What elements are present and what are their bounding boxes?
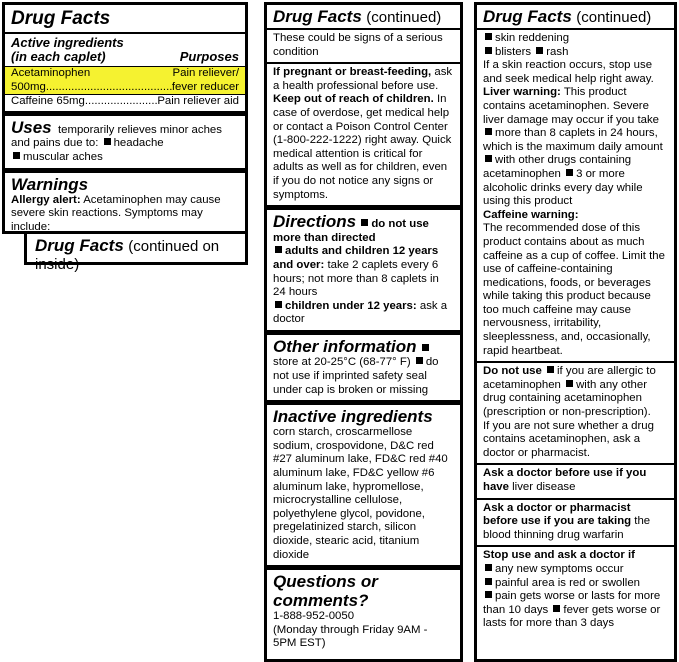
bullet-icon [485, 155, 492, 162]
signs-section: These could be signs of a serious condition [267, 30, 460, 64]
bullet-icon [553, 605, 560, 612]
bullet-icon [361, 219, 368, 226]
ingredient-row: 500mg ..... fever reducer [5, 81, 245, 95]
bullet-icon [485, 564, 492, 571]
inactive-ingredients-section: Inactive ingredients corn starch, croscarmellose sodium, crospovidone, D&C red #27 aluminum lake, FD&C red #40 aluminum lake, FD&C yellow #6 aluminum lake, hypromellose, microcrystalline cellulose, polyethylene glycol, povidone, pregelatinized starch, silicon dioxide, stearic acid, titanium dioxide [267, 405, 460, 570]
bullet-icon [485, 33, 492, 40]
phone-hours: (Monday through Friday 9AM - 5PM EST) [273, 623, 428, 650]
drug-facts-panel-middle [264, 2, 463, 662]
panel-title: Drug Facts [483, 7, 572, 26]
panel-title-section: Drug Facts (continued) [477, 5, 674, 30]
warnings-title: Warnings [11, 174, 89, 194]
warnings-section: Warnings Allergy alert: Acetaminophen may cause severe skin reactions. Symptoms may include: [5, 173, 245, 238]
ingredient-row: Acetaminophen Pain reliever/ [5, 67, 245, 81]
panel-title-section: Drug Facts (continued) [267, 5, 460, 30]
bullet-icon [275, 301, 282, 308]
do-not-use-section: Do not use if you are allergic to acetaminophen with any other drug containing acetaminophen (prescription or non-prescription). If you are not sure whether a drug contains acetaminophen, ask a doctor or pharmacist. [477, 361, 674, 465]
purposes-heading: Purposes [179, 49, 239, 64]
directions-section: Directions do not use more than directed adults and children 12 years and over: take 2 caplets every 6 hours; not more than 8 caplets in 24 hours children under 12 years: ask a doctor [267, 210, 460, 335]
bullet-icon [566, 380, 573, 387]
continued-on-inside-box [24, 234, 248, 273]
ask-pharmacist-section: Ask a doctor or pharmacist before use if you are taking the blood thinning drug warfarin [477, 500, 674, 548]
stop-use-section: Stop use and ask a doctor if any new symptoms occur painful area is red or swollen pain gets worse or lasts for more than 10 days fever gets worse or lasts for more than 3 days [483, 549, 661, 630]
active-ingredients-subheading: (in each caplet) [11, 49, 106, 64]
bullet-icon [566, 169, 573, 176]
bullet-icon [422, 344, 429, 351]
active-ingredients-heading: Active ingredients [11, 35, 124, 50]
phone-number: 1-888-952-0050 [273, 610, 355, 623]
bullet-icon [485, 47, 492, 54]
bullet-icon [13, 152, 20, 159]
questions-section [267, 570, 460, 654]
directions-title: Directions [273, 212, 357, 232]
panel-title: Drug Facts [273, 7, 362, 26]
pregnancy-section: If pregnant or breast-feeding, ask a health professional before use. Keep out of reach of children. In case of overdose, get medical help or contact a Poison Control Center (1-800-222-1222) right away. Quick medical attention is critical for adults as well as for children, even if you do not notice any signs or symptoms. [267, 64, 460, 210]
uses-title: Uses [11, 117, 52, 137]
other-information-title: Other information [273, 336, 417, 356]
bullet-icon [485, 128, 492, 135]
ask-doctor-section: Ask a doctor before use if you have liver disease [477, 465, 674, 499]
continued-title: Drug Facts [35, 236, 124, 255]
bullet-icon [547, 366, 554, 373]
bullet-icon [485, 578, 492, 585]
bullet-icon [104, 138, 111, 145]
drug-facts-panel-right [474, 2, 677, 662]
uses-section: Uses temporarily relieves minor aches and pains due to: headache muscular aches [5, 116, 245, 173]
other-information-section: Other information store at 20-25°C (68-77° F) do not use if imprinted safety seal under cap is broken or missing [267, 335, 460, 405]
bullet-icon [275, 246, 282, 253]
continued-note: (continued on inside) [35, 238, 220, 273]
bullet-icon [485, 591, 492, 598]
drug-facts-panel-front [2, 2, 248, 234]
ingredient-row: Caffeine 65mg ..... Pain reliever aid [5, 94, 245, 109]
warnings-continued-section: skin reddening blisters rash If a skin reaction occurs, stop use and seek medical help right away. Liver warning: This product contains acetaminophen. Severe liver damage may occur if you take more than 8 caplets in 24 hours, which is the maximum daily amount with other drugs containing acetaminophen 3 or more alcoholic drinks every day while using this product Caffeine warning: The recommended dose of this product contains about as much caffeine as a cup of coffee. Limit the use of caffeine-containing medications, foods, or beverages while taking this product because too much caffeine may cause nervousness, irritability, sleeplessness, and, occasionally, rapid heartbeat. [483, 32, 665, 357]
inactive-ingredients-title: Inactive ingredients [273, 407, 433, 427]
panel-title: Drug Facts [5, 7, 245, 34]
bullet-icon [536, 47, 543, 54]
questions-title: Questions or comments? [273, 572, 378, 611]
bullet-icon [416, 357, 423, 364]
active-ingredients-section [5, 5, 245, 116]
